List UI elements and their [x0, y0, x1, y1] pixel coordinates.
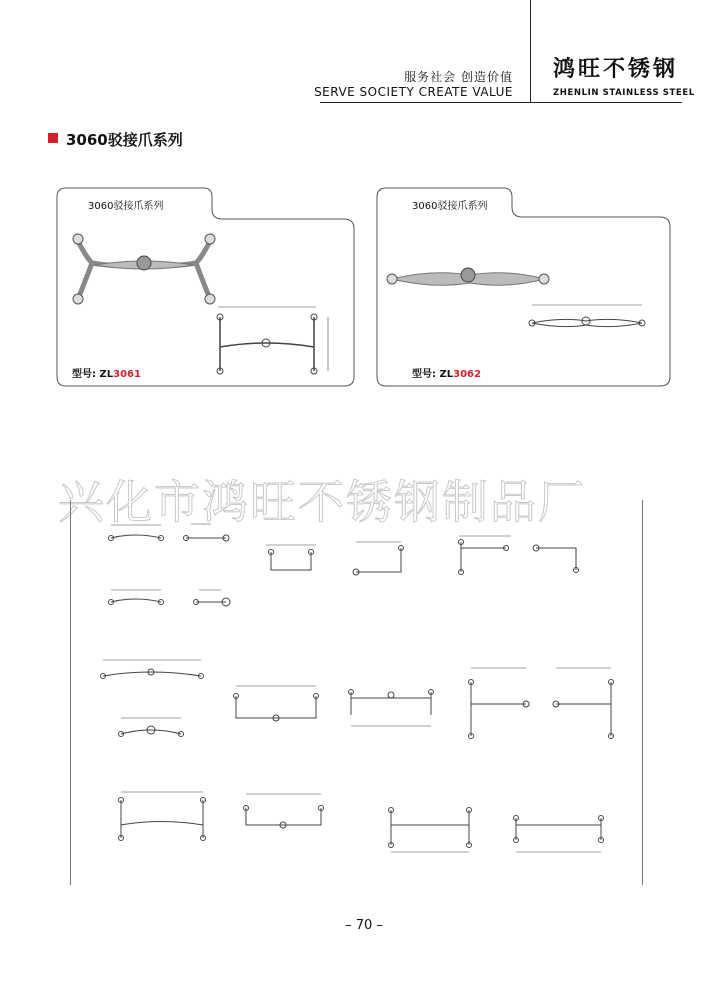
model-prefix: 型号: ZL [72, 369, 114, 380]
model-prefix: 型号: ZL [412, 369, 454, 380]
drawings-sheet [70, 500, 643, 885]
spider-technical-drawing [206, 299, 336, 379]
model-number-label [412, 365, 481, 380]
company-watermark: 兴化市鸿旺不锈钢制品厂 [58, 475, 586, 529]
tagline-english: SERVE SOCIETY CREATE VALUE [314, 85, 513, 99]
product-caption: 3060驳接爪系列 [412, 201, 488, 212]
header-vertical-rule [530, 0, 531, 103]
brand-name-chinese: 鸿旺不锈钢 [553, 56, 679, 82]
product-card-3061 [56, 187, 356, 387]
header-horizontal-rule [320, 102, 682, 103]
page-number: – 70 – [345, 918, 383, 933]
product-caption: 3060驳接爪系列 [88, 201, 164, 212]
section-title: 3060驳接爪系列 [66, 131, 183, 149]
spider-fitting-photo [64, 229, 224, 309]
brand-name-english: ZHENLIN STAINLESS STEEL [553, 88, 695, 98]
product-card-3062 [376, 187, 672, 387]
spider-technical-drawing [522, 299, 662, 339]
tagline-chinese: 服务社会 创造价值 [404, 70, 513, 84]
model-number: 3062 [453, 369, 481, 380]
technical-drawings-grid [71, 500, 642, 885]
section-marker-icon [48, 133, 58, 143]
model-number: 3061 [113, 369, 141, 380]
spider-fitting-photo [382, 259, 552, 299]
model-number-label [72, 365, 141, 380]
